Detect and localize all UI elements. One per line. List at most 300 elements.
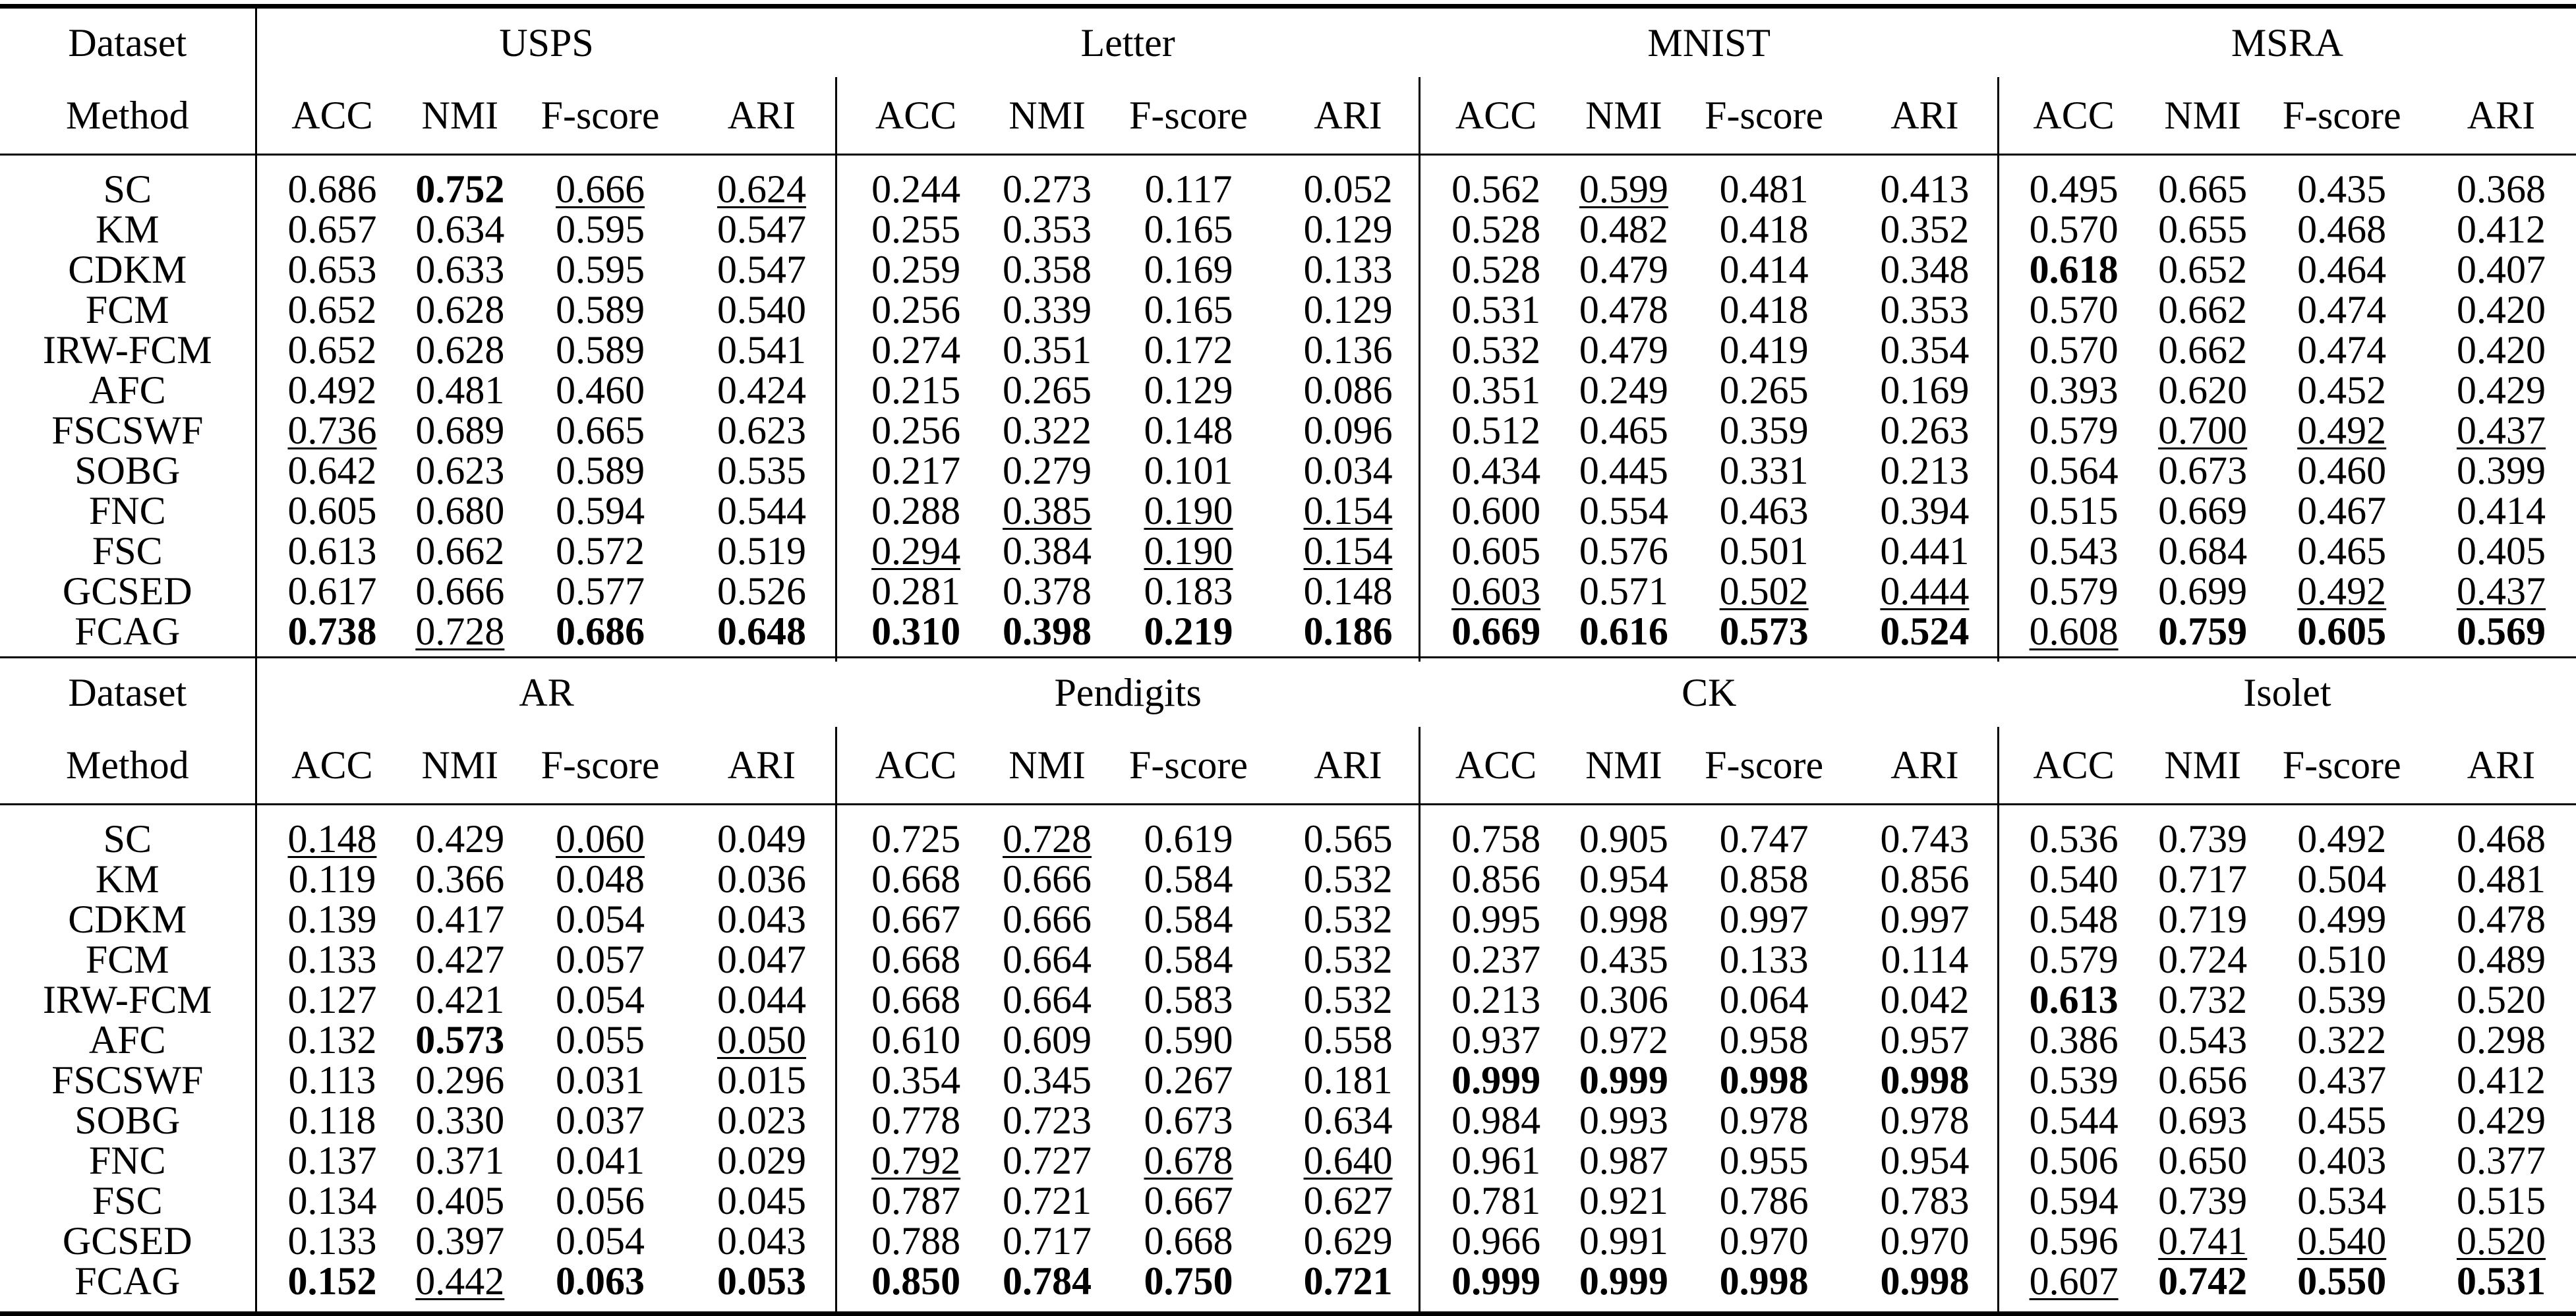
table-cell: 0.474 — [2297, 328, 2387, 372]
table-cell: 0.689 — [415, 408, 505, 452]
table-cell: 0.063 — [556, 1259, 645, 1303]
table-row — [0, 289, 2576, 329]
table-cell: 0.724 — [2158, 937, 2248, 981]
table-cell: 0.385 — [1003, 488, 1092, 532]
table-cell: 0.512 — [1420, 410, 1571, 450]
table-cell: 0.137 — [256, 1140, 407, 1180]
table-cell: 0.997 — [1719, 897, 1809, 941]
table-row — [0, 1100, 2576, 1140]
table-cell: 0.571 — [1579, 569, 1668, 613]
table-cell: 0.478 — [2456, 897, 2546, 941]
table-cell: 0.792 — [836, 1140, 995, 1180]
method-name: FCM — [85, 937, 169, 981]
dataset-name-ck: CK — [1420, 658, 1999, 728]
table-cell: 0.684 — [2158, 529, 2248, 573]
table-cell: 0.148 — [1144, 408, 1233, 452]
table-cell: 0.460 — [556, 368, 645, 412]
metric-header-f-score: F-score — [1129, 94, 1248, 137]
table-cell: 0.492 — [256, 370, 407, 410]
table-cell: 0.596 — [1999, 1220, 2148, 1261]
table-cell: 0.528 — [1420, 249, 1571, 289]
table-cell: 0.407 — [2456, 247, 2546, 291]
method-name: SC — [103, 167, 152, 211]
table-cell: 0.133 — [1303, 247, 1393, 291]
table-cell: 0.998 — [1719, 1259, 1809, 1303]
method-name: FCAG — [74, 609, 181, 653]
table-cell: 0.662 — [415, 529, 505, 573]
table-cell: 0.666 — [556, 167, 645, 211]
table-cell: 0.405 — [415, 1178, 505, 1222]
method-name: FSC — [92, 529, 163, 573]
table-cell: 0.742 — [2158, 1259, 2248, 1303]
metric-header-ari: ARI — [1890, 743, 1959, 787]
table-cell: 0.699 — [2158, 569, 2248, 613]
table-cell: 0.544 — [717, 488, 806, 532]
table-cell: 0.348 — [1880, 247, 1970, 291]
table-cell: 0.526 — [717, 569, 806, 613]
metric-header-ari: ARI — [727, 743, 796, 787]
table-cell: 0.043 — [717, 1218, 806, 1263]
table-cell: 0.418 — [1719, 287, 1809, 331]
table-cell: 0.519 — [717, 529, 806, 573]
table-cell: 0.543 — [1999, 530, 2148, 571]
table-cell: 0.619 — [1144, 816, 1233, 861]
table-cell: 0.054 — [556, 897, 645, 941]
table-cell: 0.721 — [1303, 1259, 1393, 1303]
dataset-name-pendigits: Pendigits — [836, 658, 1420, 728]
table-cell: 0.629 — [1303, 1218, 1393, 1263]
table-cell: 0.139 — [256, 899, 407, 939]
table-cell: 0.787 — [836, 1180, 995, 1220]
table-cell: 0.294 — [836, 530, 995, 571]
table-cell: 0.474 — [2297, 287, 2387, 331]
table-cell: 0.114 — [1881, 937, 1969, 981]
table-cell: 0.984 — [1420, 1100, 1571, 1140]
table-cell: 0.296 — [415, 1058, 505, 1102]
table-cell: 0.565 — [1303, 816, 1393, 861]
table-cell: 0.118 — [256, 1100, 407, 1140]
table-cell: 0.169 — [1880, 368, 1970, 412]
method-name: CDKM — [68, 897, 187, 941]
table-cell: 0.467 — [2297, 488, 2387, 532]
table-cell: 0.064 — [1719, 977, 1809, 1021]
table-cell: 0.255 — [836, 209, 995, 249]
table-cell: 0.642 — [256, 450, 407, 490]
table-cell: 0.662 — [2158, 328, 2248, 372]
table-row — [0, 1060, 2576, 1100]
dataset-name-mnist: MNIST — [1420, 7, 1999, 78]
table-cell: 0.540 — [1999, 859, 2148, 899]
table-cell: 0.445 — [1579, 448, 1668, 492]
table-cell: 0.499 — [2297, 897, 2387, 941]
table-cell: 0.427 — [415, 937, 505, 981]
table-cell: 0.237 — [1420, 939, 1571, 979]
table-row — [0, 410, 2576, 450]
method-name: FCAG — [74, 1259, 181, 1303]
table-cell: 0.186 — [1303, 609, 1393, 653]
table-cell: 0.463 — [1719, 488, 1809, 532]
table-cell: 0.573 — [415, 1017, 505, 1062]
table-cell: 0.165 — [1144, 287, 1233, 331]
table-cell: 0.570 — [1999, 209, 2148, 249]
table-cell: 0.353 — [1003, 207, 1092, 251]
table-cell: 0.608 — [1999, 611, 2148, 651]
table-cell: 0.274 — [836, 329, 995, 370]
metric-header-row — [0, 727, 2576, 805]
table-cell: 0.668 — [836, 979, 995, 1019]
table-cell: 0.213 — [1880, 448, 1970, 492]
metric-header-nmi: NMI — [2164, 94, 2241, 137]
table-row — [0, 450, 2576, 490]
table-cell: 0.515 — [2456, 1178, 2546, 1222]
table-cell: 0.420 — [2456, 328, 2546, 372]
table-cell: 0.666 — [1003, 897, 1092, 941]
table-cell: 0.656 — [2158, 1058, 2248, 1102]
metric-header-ari: ARI — [1890, 94, 1959, 137]
table-cell: 0.481 — [415, 368, 505, 412]
table-cell: 0.535 — [717, 448, 806, 492]
table-cell: 0.905 — [1579, 816, 1668, 861]
table-cell: 0.049 — [717, 816, 806, 861]
table-cell: 0.520 — [2456, 977, 2546, 1021]
method-name: IRW-FCM — [42, 328, 212, 372]
table-cell: 0.265 — [1719, 368, 1809, 412]
table-cell: 0.650 — [2158, 1138, 2248, 1182]
table-cell: 0.165 — [1144, 207, 1233, 251]
method-name: KM — [95, 207, 160, 251]
table-cell: 0.465 — [2297, 529, 2387, 573]
table-cell: 0.437 — [2297, 1058, 2387, 1102]
table-cell: 0.958 — [1719, 1017, 1809, 1062]
table-cell: 0.148 — [1303, 569, 1393, 613]
table-cell: 0.579 — [1999, 571, 2148, 611]
table-cell: 0.999 — [1420, 1261, 1571, 1301]
table-cell: 0.978 — [1880, 1098, 1970, 1142]
table-cell: 0.595 — [556, 207, 645, 251]
table-cell: 0.620 — [2158, 368, 2248, 412]
metric-header-acc: ACC — [1420, 77, 1571, 155]
table-row — [0, 899, 2576, 939]
table-row — [0, 1019, 2576, 1060]
table-row — [0, 1261, 2576, 1301]
table-cell: 0.673 — [1144, 1098, 1233, 1142]
table-row — [0, 169, 2576, 209]
dataset-name-usps: USPS — [256, 7, 836, 78]
table-cell: 0.405 — [2456, 529, 2546, 573]
table-cell: 0.492 — [2297, 569, 2387, 613]
metric-header-nmi: NMI — [2164, 743, 2241, 787]
table-cell: 0.034 — [1303, 448, 1393, 492]
table-cell: 0.541 — [717, 328, 806, 372]
table-cell: 0.634 — [1303, 1098, 1393, 1142]
table-cell: 0.148 — [256, 818, 407, 859]
table-cell: 0.042 — [1880, 977, 1970, 1021]
table-cell: 0.583 — [1144, 977, 1233, 1021]
table-cell: 0.132 — [256, 1019, 407, 1060]
table-cell: 0.623 — [717, 408, 806, 452]
table-cell: 0.384 — [1003, 529, 1092, 573]
table-cell: 0.669 — [2158, 488, 2248, 532]
table-cell: 0.589 — [556, 448, 645, 492]
table-cell: 0.778 — [836, 1100, 995, 1140]
table-cell: 0.648 — [717, 609, 806, 653]
table-cell: 0.970 — [1880, 1218, 1970, 1263]
table-cell: 0.041 — [556, 1138, 645, 1182]
table-cell: 0.624 — [717, 167, 806, 211]
table-cell: 0.752 — [415, 167, 505, 211]
metric-header-nmi: NMI — [1585, 743, 1662, 787]
dataset-name-letter: Letter — [836, 7, 1420, 78]
table-cell: 0.037 — [556, 1098, 645, 1142]
table-cell: 0.613 — [256, 530, 407, 571]
method-name: GCSED — [62, 569, 192, 613]
table-cell: 0.441 — [1880, 529, 1970, 573]
table-cell: 0.623 — [415, 448, 505, 492]
table-cell: 0.482 — [1579, 207, 1668, 251]
table-cell: 0.728 — [1003, 816, 1092, 861]
table-cell: 0.437 — [2456, 408, 2546, 452]
table-cell: 0.584 — [1144, 897, 1233, 941]
table-cell: 0.386 — [1999, 1019, 2148, 1060]
table-cell: 0.281 — [836, 571, 995, 611]
method-header-label: Method — [65, 743, 189, 787]
method-header-label: Method — [65, 94, 189, 137]
table-cell: 0.429 — [2456, 368, 2546, 412]
table-cell: 0.664 — [1003, 937, 1092, 981]
metric-header-ari: ARI — [1314, 94, 1382, 137]
table-cell: 0.594 — [1999, 1180, 2148, 1220]
table-cell: 0.605 — [1420, 530, 1571, 571]
table-cell: 0.970 — [1719, 1218, 1809, 1263]
table-cell: 0.743 — [1880, 816, 1970, 861]
table-cell: 0.244 — [836, 169, 995, 209]
table-cell: 0.429 — [2456, 1098, 2546, 1142]
table-cell: 0.603 — [1420, 571, 1571, 611]
table-cell: 0.306 — [1579, 977, 1668, 1021]
table-cell: 0.569 — [2456, 609, 2546, 653]
table-cell: 0.452 — [2297, 368, 2387, 412]
table-cell: 0.634 — [415, 207, 505, 251]
table-cell: 0.048 — [556, 857, 645, 901]
table-cell: 0.788 — [836, 1220, 995, 1261]
table-cell: 0.570 — [1999, 329, 2148, 370]
table-cell: 0.524 — [1880, 609, 1970, 653]
results-table-panel-1 — [0, 4, 2576, 662]
table-cell: 0.657 — [256, 209, 407, 249]
table-cell: 0.532 — [1303, 857, 1393, 901]
table-row — [0, 530, 2576, 571]
table-cell: 0.856 — [1880, 857, 1970, 901]
metric-header-ari: ARI — [1314, 743, 1382, 787]
metric-header-acc: ACC — [1420, 727, 1571, 805]
table-cell: 0.668 — [836, 939, 995, 979]
table-cell: 0.052 — [1303, 167, 1393, 211]
table-cell: 0.279 — [1003, 448, 1092, 492]
table-cell: 0.781 — [1420, 1180, 1571, 1220]
table-cell: 0.358 — [1003, 247, 1092, 291]
table-cell: 0.686 — [256, 169, 407, 209]
table-cell: 0.613 — [1999, 979, 2148, 1019]
table-cell: 0.577 — [556, 569, 645, 613]
table-cell: 0.539 — [2297, 977, 2387, 1021]
table-cell: 0.640 — [1303, 1138, 1393, 1182]
panel-end-spacer — [0, 1301, 2576, 1314]
table-cell: 0.741 — [2158, 1218, 2248, 1263]
table-cell: 0.154 — [1303, 488, 1393, 532]
table-cell: 0.858 — [1719, 857, 1809, 901]
table-cell: 0.728 — [415, 609, 505, 653]
table-cell: 0.678 — [1144, 1138, 1233, 1182]
table-cell: 0.056 — [556, 1178, 645, 1222]
table-cell: 0.043 — [717, 897, 806, 941]
dataset-header-label: Dataset — [0, 7, 256, 78]
table-cell: 0.420 — [2456, 287, 2546, 331]
table-cell: 0.554 — [1579, 488, 1668, 532]
table-cell: 0.609 — [1003, 1017, 1092, 1062]
table-cell: 0.736 — [256, 410, 407, 450]
table-cell: 0.339 — [1003, 287, 1092, 331]
table-cell: 0.652 — [256, 329, 407, 370]
table-cell: 0.665 — [2158, 167, 2248, 211]
table-cell: 0.693 — [2158, 1098, 2248, 1142]
table-cell: 0.993 — [1579, 1098, 1668, 1142]
table-cell: 0.429 — [415, 816, 505, 861]
table-row — [0, 1220, 2576, 1261]
table-cell: 0.739 — [2158, 816, 2248, 861]
table-cell: 0.528 — [1420, 209, 1571, 249]
table-cell: 0.605 — [2297, 609, 2387, 653]
table-cell: 0.288 — [836, 490, 995, 530]
table-cell: 0.921 — [1579, 1178, 1668, 1222]
table-row — [0, 249, 2576, 289]
table-row — [0, 1180, 2576, 1220]
table-cell: 0.267 — [1144, 1058, 1233, 1102]
table-cell: 0.995 — [1420, 899, 1571, 939]
table-cell: 0.354 — [836, 1060, 995, 1100]
table-cell: 0.190 — [1144, 529, 1233, 573]
table-cell: 0.419 — [1719, 328, 1809, 372]
metric-header-f-score: F-score — [2282, 743, 2401, 787]
metric-header-row — [0, 77, 2576, 155]
table-cell: 0.015 — [717, 1058, 806, 1102]
dataset-header-row — [0, 658, 2576, 728]
metric-header-acc: ACC — [256, 77, 407, 155]
table-cell: 0.652 — [256, 289, 407, 329]
table-cell: 0.213 — [1420, 979, 1571, 1019]
table-cell: 0.550 — [2297, 1259, 2387, 1303]
table-cell: 0.573 — [1719, 609, 1809, 653]
table-cell: 0.047 — [717, 937, 806, 981]
table-cell: 0.540 — [717, 287, 806, 331]
table-cell: 0.117 — [1144, 167, 1233, 211]
table-cell: 0.133 — [256, 1220, 407, 1261]
metric-header-f-score: F-score — [2282, 94, 2401, 137]
table-cell: 0.954 — [1880, 1138, 1970, 1182]
table-cell: 0.783 — [1880, 1178, 1970, 1222]
table-cell: 0.219 — [1144, 609, 1233, 653]
table-cell: 0.850 — [836, 1261, 995, 1301]
table-cell: 0.023 — [717, 1098, 806, 1142]
table-cell: 0.652 — [2158, 247, 2248, 291]
table-cell: 0.739 — [2158, 1178, 2248, 1222]
table-cell: 0.435 — [2297, 167, 2387, 211]
table-cell: 0.579 — [1999, 939, 2148, 979]
table-cell: 0.544 — [1999, 1100, 2148, 1140]
metric-header-f-score: F-score — [541, 743, 660, 787]
table-cell: 0.502 — [1719, 569, 1809, 613]
table-cell: 0.747 — [1719, 816, 1809, 861]
table-cell: 0.256 — [836, 410, 995, 450]
table-cell: 0.424 — [717, 368, 806, 412]
table-cell: 0.359 — [1719, 408, 1809, 452]
table-row — [0, 979, 2576, 1019]
table-cell: 0.750 — [1144, 1259, 1233, 1303]
table-cell: 0.999 — [1579, 1058, 1668, 1102]
table-cell: 0.628 — [415, 328, 505, 372]
table-cell: 0.378 — [1003, 569, 1092, 613]
method-name: FSCSWF — [51, 408, 204, 452]
table-cell: 0.256 — [836, 289, 995, 329]
table-cell: 0.532 — [1303, 897, 1393, 941]
method-name: AFC — [88, 368, 166, 412]
table-cell: 0.717 — [2158, 857, 2248, 901]
method-name: CDKM — [68, 247, 187, 291]
dataset-name-isolet: Isolet — [1999, 658, 2576, 728]
table-cell: 0.403 — [2297, 1138, 2387, 1182]
table-cell: 0.418 — [1719, 207, 1809, 251]
table-cell: 0.414 — [1719, 247, 1809, 291]
table-cell: 0.057 — [556, 937, 645, 981]
table-row — [0, 370, 2576, 410]
table-cell: 0.547 — [717, 207, 806, 251]
table-cell: 0.345 — [1003, 1058, 1092, 1102]
table-row — [0, 611, 2576, 651]
metric-header-acc: ACC — [1999, 77, 2148, 155]
table-cell: 0.961 — [1420, 1140, 1571, 1180]
table-cell: 0.399 — [2456, 448, 2546, 492]
table-cell: 0.999 — [1579, 1259, 1668, 1303]
table-cell: 0.599 — [1579, 167, 1668, 211]
table-cell: 0.540 — [2297, 1218, 2387, 1263]
table-cell: 0.589 — [556, 328, 645, 372]
table-cell: 0.265 — [1003, 368, 1092, 412]
metric-header-nmi: NMI — [421, 743, 499, 787]
table-cell: 0.558 — [1303, 1017, 1393, 1062]
table-cell: 0.784 — [1003, 1259, 1092, 1303]
table-cell: 0.479 — [1579, 247, 1668, 291]
table-cell: 0.096 — [1303, 408, 1393, 452]
method-name: GCSED — [62, 1218, 192, 1263]
table-cell: 0.154 — [1303, 529, 1393, 573]
table-cell: 0.398 — [1003, 609, 1092, 653]
table-cell: 0.572 — [556, 529, 645, 573]
table-cell: 0.394 — [1880, 488, 1970, 532]
table-cell: 0.584 — [1144, 937, 1233, 981]
method-name: FSCSWF — [51, 1058, 204, 1102]
table-cell: 0.957 — [1880, 1017, 1970, 1062]
table-cell: 0.437 — [2456, 569, 2546, 613]
metric-header-ari: ARI — [727, 94, 796, 137]
table-cell: 0.036 — [717, 857, 806, 901]
table-cell: 0.998 — [1719, 1058, 1809, 1102]
table-cell: 0.351 — [1420, 370, 1571, 410]
table-cell: 0.998 — [1579, 897, 1668, 941]
table-cell: 0.478 — [1579, 287, 1668, 331]
table-cell: 0.136 — [1303, 328, 1393, 372]
table-row — [0, 490, 2576, 530]
table-cell: 0.501 — [1719, 529, 1809, 573]
table-cell: 0.628 — [415, 287, 505, 331]
